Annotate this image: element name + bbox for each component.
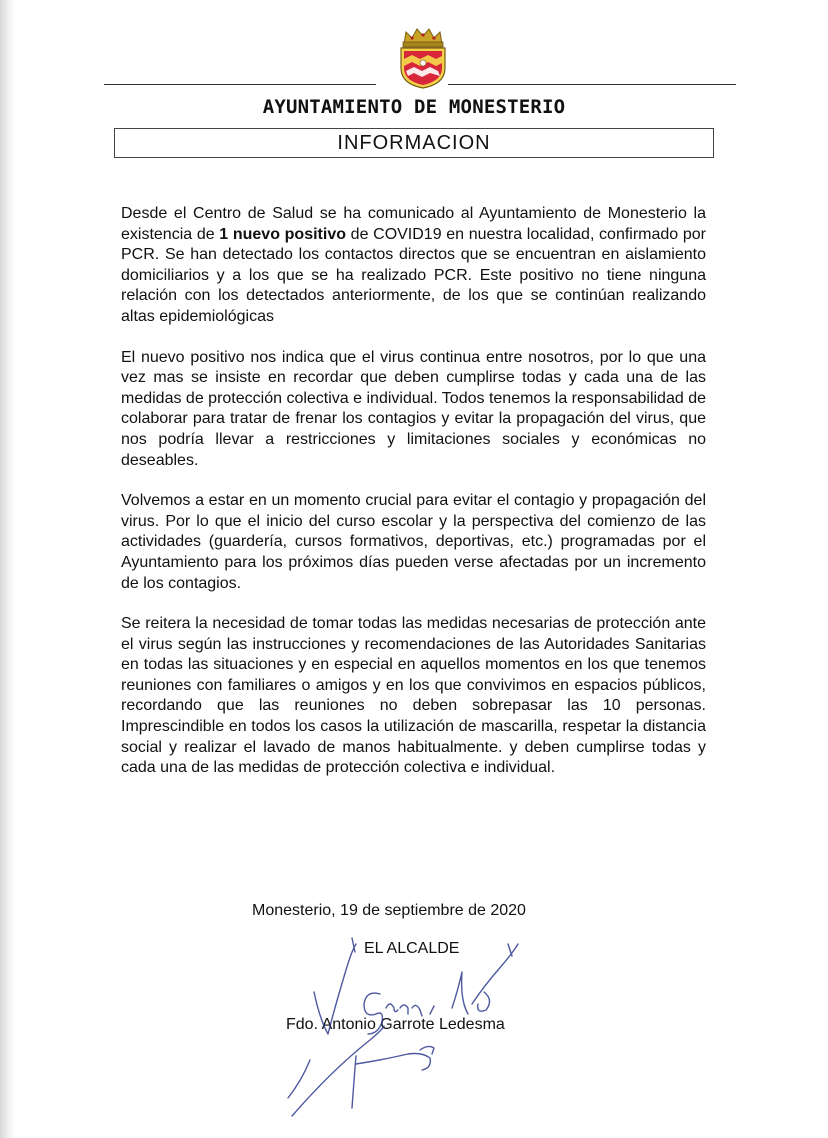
- signer-role: EL ALCALDE: [364, 940, 460, 957]
- highlight-new-positive: 1 nuevo positivo: [219, 225, 346, 243]
- paragraph-1: Desde el Centro de Salud se ha comunicado al Ayuntamiento de Monesterio la existencia de 1 nuevo positivo de COVID19 en nuestra localidad, confirmado por PCR. Se han detectado los contactos directos que se encuentran en aislamiento domiciliarios y a los que se ha realizado PCR. Este positivo no tiene ninguna relación con los detectados anteriormente, de los que se continúan realizando altas epidemiológicas: [121, 205, 707, 325]
- signer-name: Fdo. Antonio Garrote Ledesma: [286, 1016, 505, 1033]
- coat-of-arms-icon: [392, 26, 454, 90]
- paragraph-4: Se reitera la necesidad de tomar todas las medidas necesarias de protección ante el virus según las instrucciones y recomendaciones de las Autoridades Sanitarias en todas las situaciones y en especial en aquellos momentos en los que tenemos reuniones con familiares o amigos y en los que convivimos en espacios públicos, recordando que las reuniones no deben sobrepasar las 10 personas. Imprescindible en todos los casos la utilización de mascarilla, respetar la distancia social y realizar el lavado de manos habitualmente. y deben cumplirse todas y cada una de las medidas de protección colectiva e individual.: [121, 615, 706, 777]
- document-heading: INFORMACION: [114, 128, 714, 158]
- date-line: Monesterio, 19 de septiembre de 2020: [252, 902, 526, 919]
- paragraph-2: El nuevo positivo nos indica que el virus continua entre nosotros, por lo que una vez mas se insiste en recordar que deben cumplirse todas y cada una de las medidas de protección colectiva e individual. Todos tenemos la responsabilidad de colaborar para tratar de frenar los contagios y evitar la propagación del virus, que nos podría llevar a restricciones y limitaciones sociales y económicas no deseables.: [121, 348, 706, 469]
- municipality-title: AYUNTAMIENTO DE MONESTERIO: [262, 96, 566, 118]
- paragraph-3: Volvemos a estar en un momento crucial para evitar el contagio y propagación del virus. Por lo que el inicio del curso escolar y la perspectiva del comienzo de las actividades (guardería, cursos formativos, deportivas, etc.) programadas por el Ayuntamiento para los próximos días pueden verse afectadas por un incremento de los contagios.: [121, 492, 706, 592]
- header-rule-left: [104, 84, 376, 85]
- page-edge-shadow: [0, 0, 15, 1138]
- document-body: [121, 204, 706, 799]
- header-rule-right: [448, 84, 736, 85]
